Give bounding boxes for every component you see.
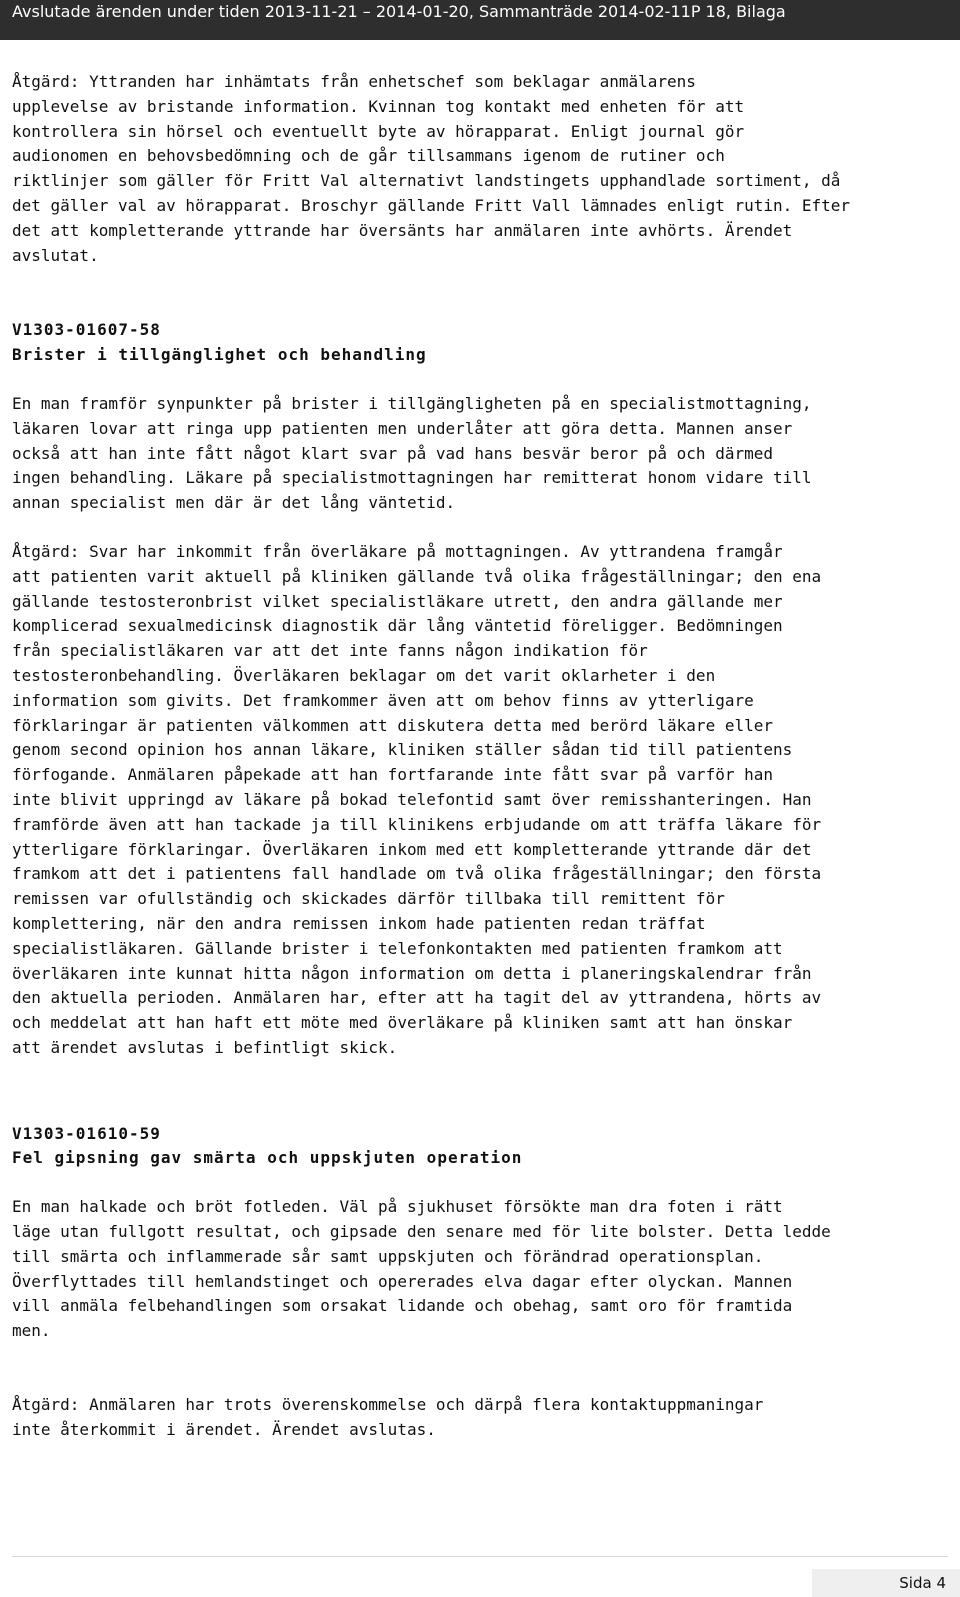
document-body (12, 70, 912, 1443)
case-id-2: V1303-01610-59 (12, 1123, 161, 1143)
paragraph-case2-description: En man halkade och bröt fotleden. Väl på sjukhuset försökte man dra foten i rätt läge utan fullgott resultat, och gipsade den senare med för lite bolster. Detta ledde till smärta och inflammerade sår samt uppskjuten och förändrad operationsplan. Överflyttades till hemlandstinget och opererades elva dagar efter olyckan. Mannen vill anmäla felbehandlingen som orsakat lidande och obehag, samt oro för framtida men. (12, 1197, 831, 1341)
paragraph-case1-description: En man framför synpunkter på brister i tillgängligheten på en specialistmottagning, läkaren lovar att ringa upp patienten men underlåter att göra detta. Mannen anser också att han inte fått något klart svar på vad hans besvär beror på och därmed ingen behandling. Läkare på specialistmottagningen har remitterat honom vidare till annan specialist men där är det lång väntetid. (12, 393, 812, 513)
case-title-1: Brister i tillgänglighet och behandling (12, 345, 427, 365)
case-id-1: V1303-01607-58 (12, 320, 161, 340)
document-header (0, 0, 960, 40)
case-title-2: Fel gipsning gav smärta och uppskjuten operation (12, 1148, 523, 1168)
page-number: Sida 4 (899, 1574, 946, 1592)
header-title: Avslutade ärenden under tiden 2013-11-21 – 2014-01-20, Sammanträde 2014-02-11P 18, Bilaga (12, 2, 786, 21)
paragraph-atgard-horsel: Åtgärd: Yttranden har inhämtats från enhetschef som beklagar anmälarens upplevelse av bristande information. Kvinnan tog kontakt med enheten för att kontrollera sin hörsel och eventuellt byte av hörapparat. Enligt journal gör audionomen en behovsbedömning och de går tillsammans igenom de rutiner och riktlinjer som gäller för Fritt Val alternativt landstingets upphandlade sortiment, då det gäller val av hörapparat. Broschyr gällande Fritt Vall lämnades enligt rutin. Efter det att kompletterande yttrande har översänts har anmälaren inte avhörts. Ärendet avslutat. (12, 72, 851, 265)
paragraph-case1-atgard: Åtgärd: Svar har inkommit från överläkare på mottagningen. Av yttrandena framgår att patienten varit aktuell på kliniken gällande två olika frågeställningar; den ena gällande testosteronbrist vilket specialistläkare utrett, den andra gällande mer komplicerad sexualmedicinsk diagnostik där lång väntetid föreligger. Bedömningen från specialistläkaren var att det inte fanns någon indikation för testosteronbehandling. Överläkaren beklagar om det varit oklarheter i den information som givits. Det framkommer även att om behov finns av ytterligare förklaringar är patienten välkommen att diskutera detta med berörd läkare eller genom second opinion hos annan läkare, kliniken ställer sådan tid till patientens förfogande. Anmälaren påpekade att han fortfarande inte fått svar på varför han inte blivit uppringd av läkare på bokad telefontid samt över remisshanteringen. Han framförde även att han tackade ja till klinikens erbjudande om att träffa läkare för ytterligare förklaringar. Överläkaren inkom med ett kompletterande yttrande där det framkom att det i patientens fall handlade om två olika frågeställningar; den första remissen var ofullständig och skickades därför tillbaka till remittent för komplettering, när den andra remissen inkom hade patienten redan träffat specialistläkaren. Gällande brister i telefonkontakten med patienten framkom att överläkaren inte kunnat hitta någon information om detta i planeringskalendrar från den aktuella perioden. Anmälaren har, efter att ha tagit del av yttrandena, hörts av och meddelat att han haft ett möte med överläkare på kliniken samt att han önskar att ärendet avslutas i befintligt skick. (12, 541, 822, 1057)
page-footer (812, 1569, 960, 1597)
paragraph-case2-atgard: Åtgärd: Anmälaren har trots överenskommelse och därpå flera kontaktuppmaningar inte återkommit i ärendet. Ärendet avslutas. (12, 1395, 764, 1439)
footer-divider (12, 1556, 948, 1557)
